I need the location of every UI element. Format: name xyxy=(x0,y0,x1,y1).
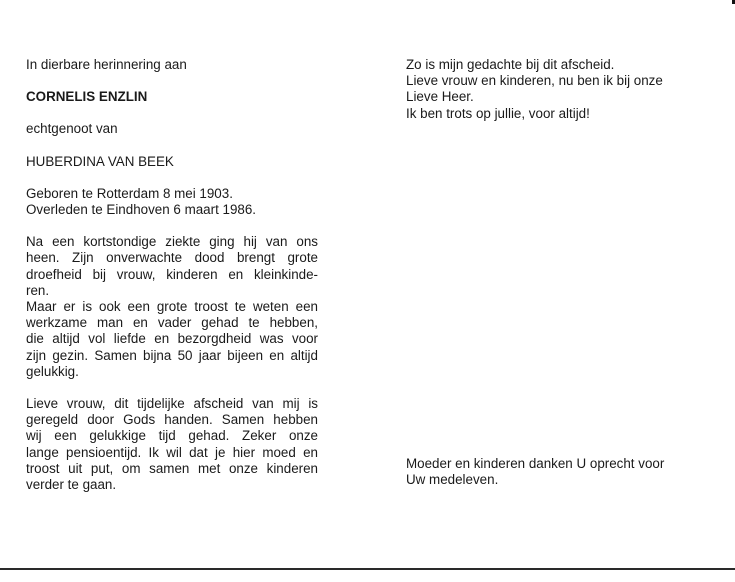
paragraph-1-line: die altijd vol liefde en bezorgdheid was voor xyxy=(26,331,318,347)
paragraph-2-line: Lieve vrouw, dit tijdelijke afscheid van mij is xyxy=(26,396,318,412)
poem-line: Lieve Heer. xyxy=(406,89,474,105)
paragraph-1-line: Na een kortstondige ziekte ging hij van ons xyxy=(26,234,318,250)
paragraph-1-line: droefheid bij vrouw, kinderen en kleinkinde- xyxy=(26,266,318,282)
paragraph-2-line: geregeld door Gods handen. Samen hebben xyxy=(26,412,318,428)
paragraph-1-line: werkzame man en vader gehad te hebben, xyxy=(26,315,318,331)
death-line: Overleden te Eindhoven 6 maart 1986. xyxy=(26,202,257,218)
paragraph-2-line: troost uit put, om samen met onze kinderen xyxy=(26,460,318,476)
paragraph-1-line: ren. xyxy=(26,282,50,298)
paragraph-2-line: lange pensioentijd. Ik wil dat je hier moed en xyxy=(26,444,318,460)
paragraph-2-line: wij een gelukkige tijd gehad. Zeker onze xyxy=(26,428,318,444)
paragraph-1-line: gelukkig. xyxy=(26,363,79,379)
paragraph-1-line: zijn gezin. Samen bijna 50 jaar bijeen en altijd xyxy=(26,347,318,363)
spouse-label: echtgenoot van xyxy=(26,121,118,137)
right-column-poem xyxy=(406,57,706,122)
paragraph-1-line: heen. Zijn onverwachte dood brengt grote xyxy=(26,250,318,266)
poem-line: Lieve vrouw en kinderen, nu ben ik bij onze xyxy=(406,73,663,89)
thanks-line: Moeder en kinderen danken U oprecht voor xyxy=(406,456,665,471)
deceased-name: CORNELIS ENZLIN xyxy=(26,89,148,105)
paragraph-2-line: verder te gaan. xyxy=(26,477,117,493)
paragraph-2 xyxy=(26,396,318,493)
poem-line: Ik ben trots op jullie, voor altijd! xyxy=(406,105,590,121)
poem-line: Zo is mijn gedachte bij dit afscheid. xyxy=(406,57,615,72)
birth-line: Geboren te Rotterdam 8 mei 1903. xyxy=(26,185,233,201)
bottom-rule-divider xyxy=(0,568,735,570)
left-column xyxy=(26,57,318,493)
paragraph-1-line: Maar er is ook een grote troost te weten een xyxy=(26,299,318,315)
paragraph-1 xyxy=(26,234,318,380)
intro-text: In dierbare herinnering aan xyxy=(26,57,187,72)
thanks-line: Uw medeleven. xyxy=(406,472,499,488)
spouse-name: HUBERDINA VAN BEEK xyxy=(26,153,174,169)
thanks-note xyxy=(406,456,664,488)
